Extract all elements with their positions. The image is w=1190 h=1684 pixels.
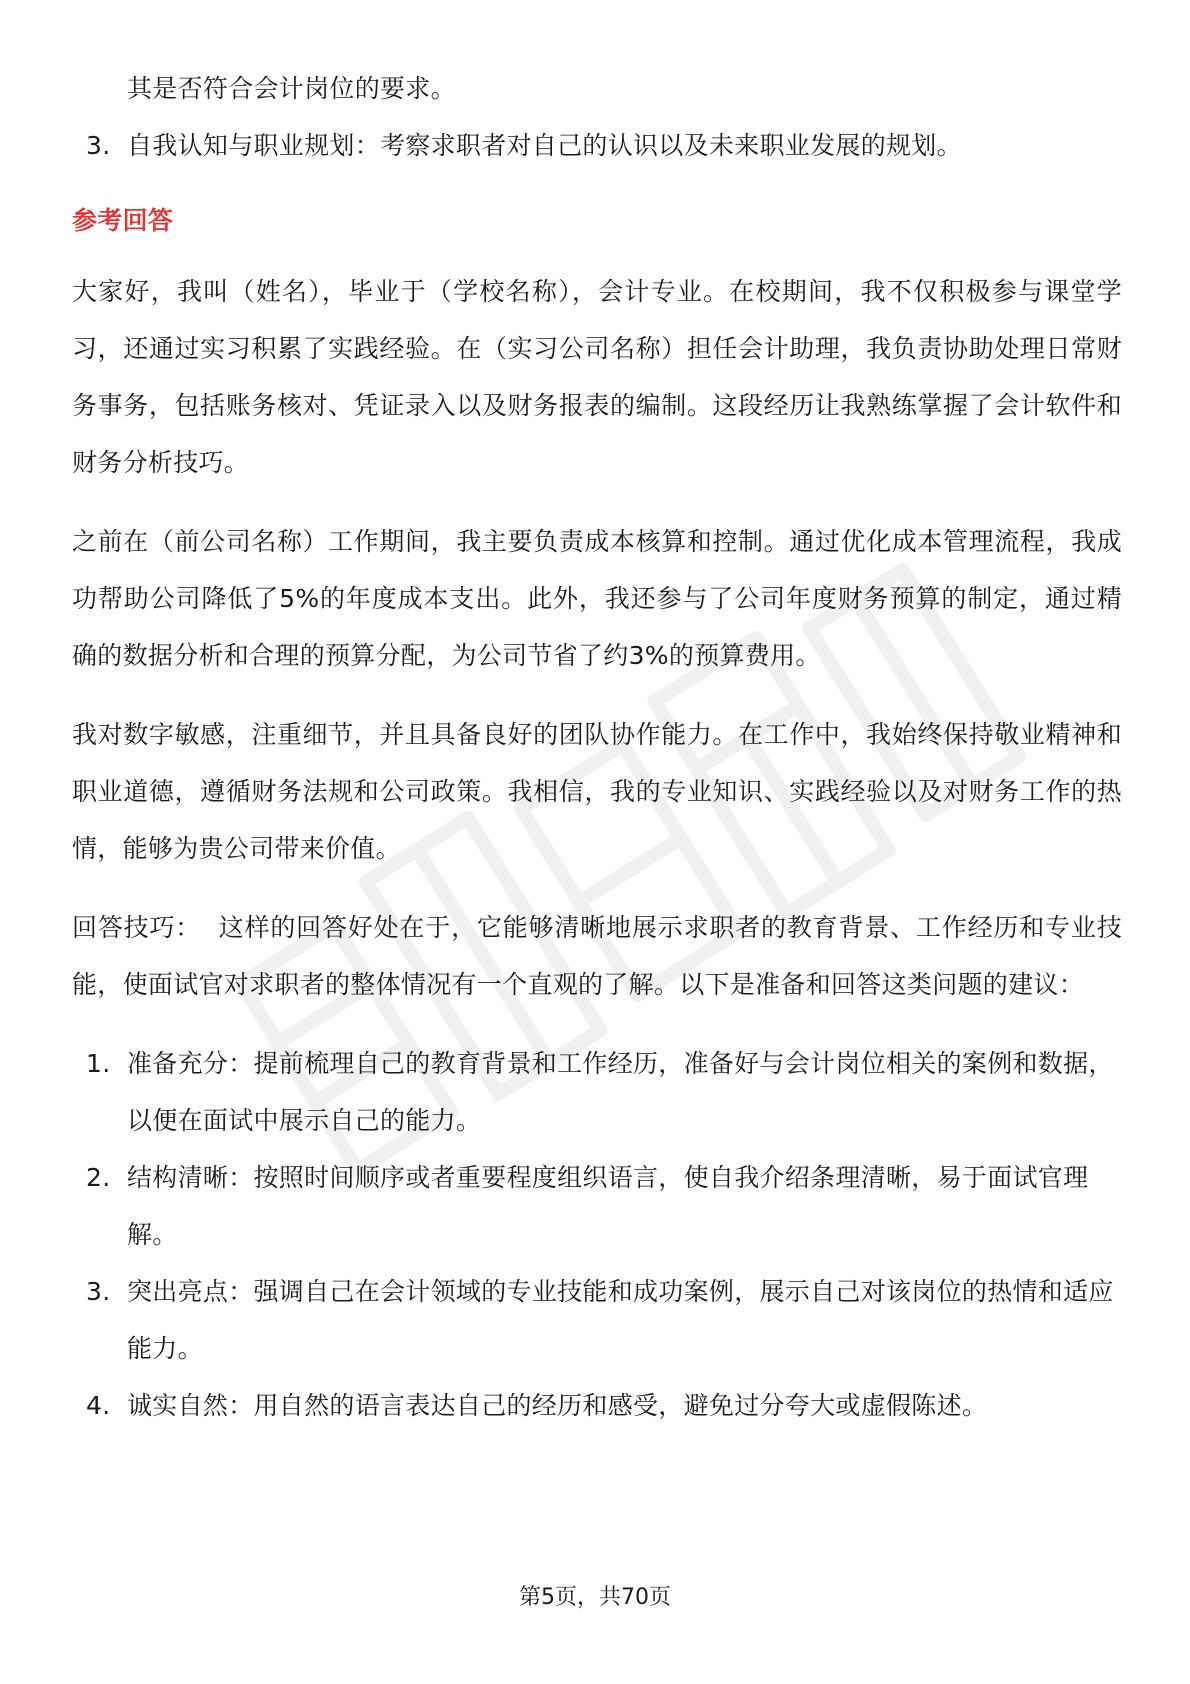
list-item	[72, 1149, 1122, 1263]
paragraph-1: 大家好，我叫（姓名），毕业于（学校名称），会计专业。在校期间，我不仅积极参与课堂学习，还通过实习积累了实践经验。在（实习公司名称）担任会计助理，我负责协助处理日常财务事务，包括账务核对、凭证录入以及财务报表的编制。这段经历让我熟练掌握了会计软件和财务分析技巧。	[72, 277, 1122, 477]
list-text: 准备充分：提前梳理自己的教育背景和工作经历，准备好与会计岗位相关的案例和数据，以便在面试中展示自己的能力。	[127, 1049, 1114, 1135]
paragraph-4: 回答技巧： 这样的回答好处在于，它能够清晰地展示求职者的教育背景、工作经历和专业技能，使面试官对求职者的整体情况有一个直观的了解。以下是准备和回答这类问题的建议：	[72, 913, 1122, 999]
page-content	[72, 60, 1122, 1434]
page-number-footer: 第5页，共70页	[519, 1585, 671, 1610]
list-number: 2.	[86, 1163, 111, 1192]
intro-list-item-3	[72, 117, 1122, 174]
list-number: 3.	[86, 1277, 111, 1306]
tips-list	[72, 1035, 1122, 1434]
continued-line: 其是否符合会计岗位的要求。	[127, 74, 456, 103]
list-number: 1.	[86, 1049, 111, 1078]
list-text: 突出亮点：强调自己在会计领域的专业技能和成功案例，展示自己对该岗位的热情和适应能力。	[127, 1277, 1114, 1363]
list-item	[72, 1035, 1122, 1149]
list-number: 3.	[86, 131, 111, 160]
list-item	[72, 1263, 1122, 1377]
list-item	[72, 1377, 1122, 1434]
paragraph-2: 之前在（前公司名称）工作期间，我主要负责成本核算和控制。通过优化成本管理流程，我成功帮助公司降低了5%的年度成本支出。此外，我还参与了公司年度财务预算的制定，通过精确的数据分析和合理的预算分配，为公司节省了约3%的预算费用。	[72, 527, 1122, 670]
list-text: 结构清晰：按照时间顺序或者重要程度组织语言，使自我介绍条理清晰，易于面试官理解。	[127, 1163, 1089, 1249]
paragraph-3: 我对数字敏感，注重细节，并且具备良好的团队协作能力。在工作中，我始终保持敬业精神和职业道德，遵循财务法规和公司政策。我相信，我的专业知识、实践经验以及对财务工作的热情，能够为贵公司带来价值。	[72, 720, 1122, 863]
list-text: 自我认知与职业规划：考察求职者对自己的认识以及未来职业发展的规划。	[127, 131, 962, 160]
list-text: 诚实自然：用自然的语言表达自己的经历和感受，避免过分夸大或虚假陈述。	[127, 1391, 988, 1420]
section-heading: 参考回答	[72, 206, 174, 235]
list-number: 4.	[86, 1391, 111, 1420]
